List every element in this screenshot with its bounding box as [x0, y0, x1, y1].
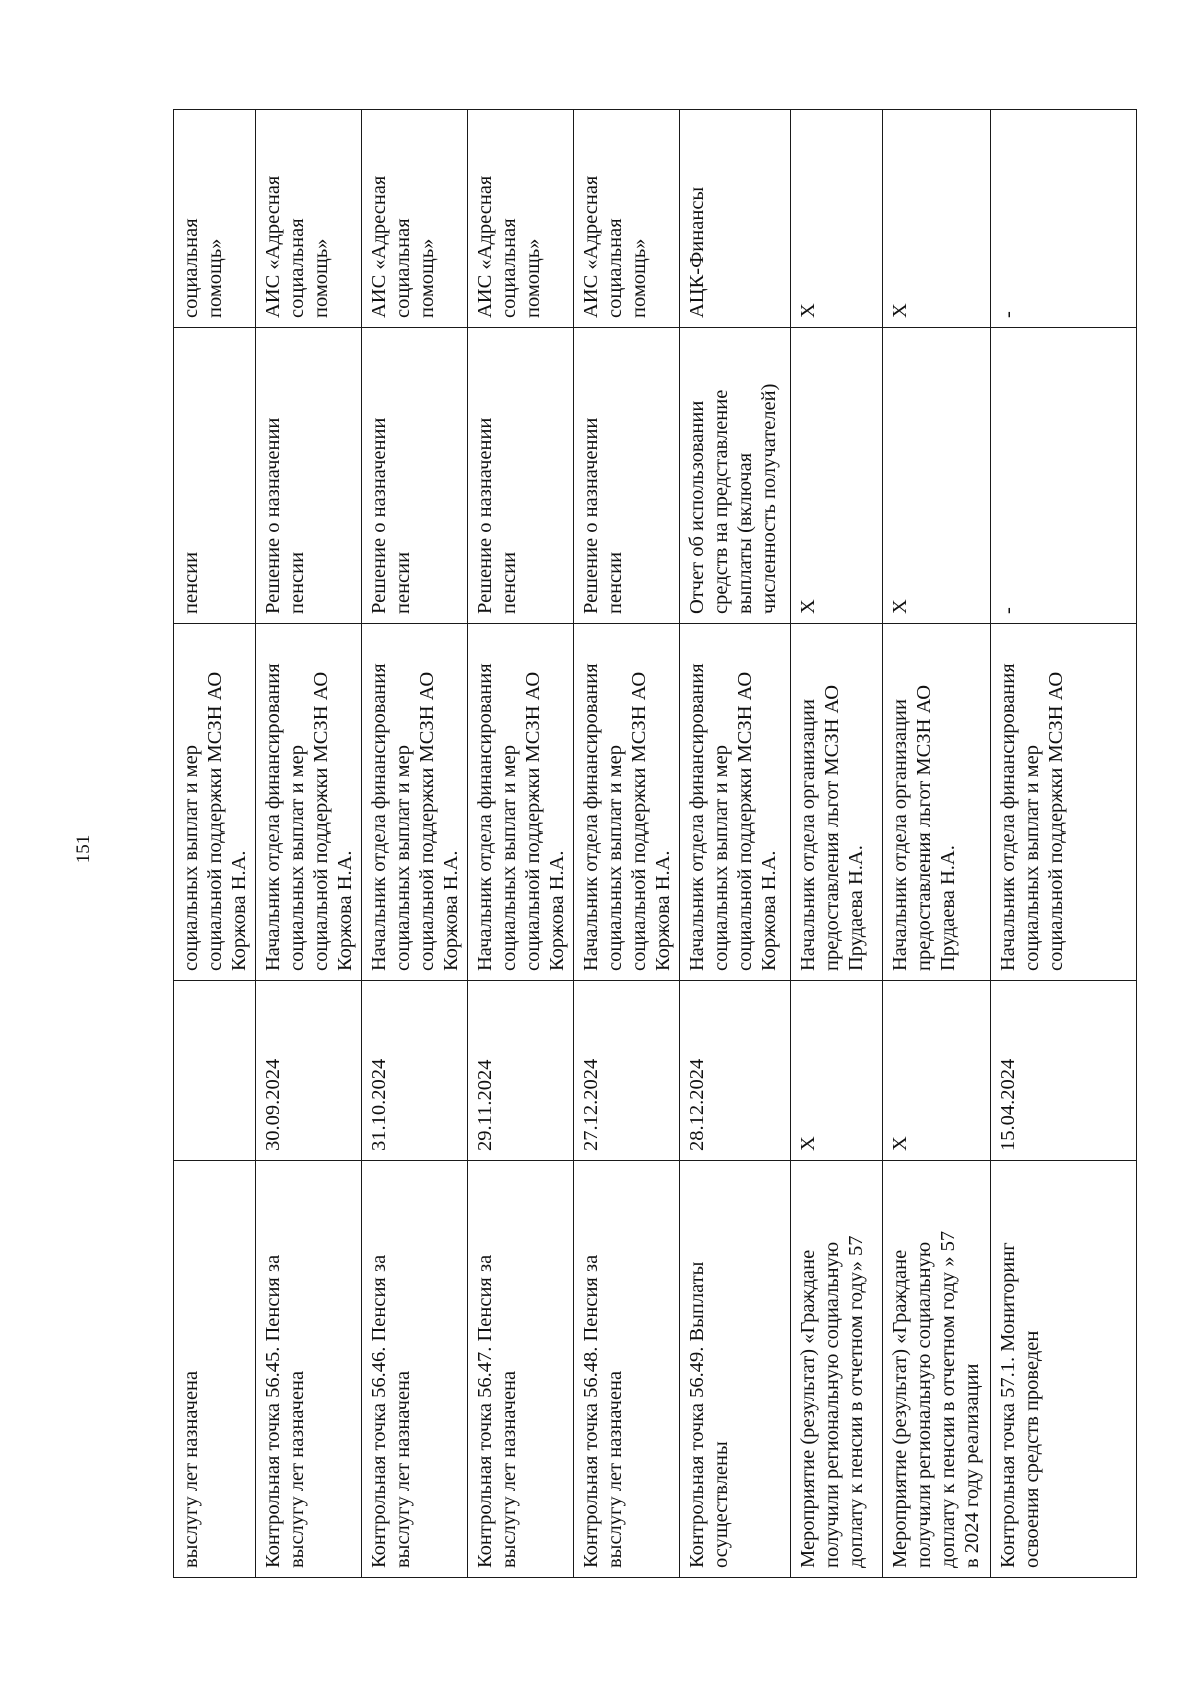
cell-document: X: [791, 328, 883, 624]
cell-responsible: Начальник отдела финансирования социальных выплат и мер социальной поддержки МСЗН АО Коржова Н.А.: [256, 624, 362, 981]
cell-system: социальная помощь»: [174, 110, 256, 328]
cell-document: Решение о назначении пенсии: [256, 328, 362, 624]
cell-document: пенсии: [174, 328, 256, 624]
cell-date: X: [791, 981, 883, 1161]
table-row: [574, 110, 680, 1578]
cell-document: X: [883, 328, 991, 624]
cell-responsible: Начальник отдела финансирования социальных выплат и мер социальной поддержки МСЗН АО Коржова Н.А.: [362, 624, 468, 981]
cell-responsible: Начальник отдела финансирования социальных выплат и мер социальной поддержки МСЗН АО Коржова Н.А.: [680, 624, 791, 981]
cell-document: Отчет об использовании средств на представление выплаты (включая численность получателей): [680, 328, 791, 624]
cell-name: Контрольная точка 57.1. Мониторинг освоения средств проведен: [991, 1161, 1137, 1578]
cell-system: АЦК-Финансы: [680, 110, 791, 328]
schedule-table: [173, 109, 1137, 1578]
table-row: [468, 110, 574, 1578]
cell-date: 15.04.2024: [991, 981, 1137, 1161]
cell-system: X: [791, 110, 883, 328]
cell-responsible: Начальник отдела организации предоставления льгот МСЗН АО Прудаева Н.А.: [883, 624, 991, 981]
table-row: [791, 110, 883, 1578]
cell-document: Решение о назначении пенсии: [574, 328, 680, 624]
cell-name: Контрольная точка 56.47. Пенсия за выслугу лет назначена: [468, 1161, 574, 1578]
cell-date: 27.12.2024: [574, 981, 680, 1161]
cell-responsible: Начальник отдела организации предоставления льгот МСЗН АО Прудаева Н.А.: [791, 624, 883, 981]
cell-system: X: [883, 110, 991, 328]
cell-date: 31.10.2024: [362, 981, 468, 1161]
cell-name: выслугу лет назначена: [174, 1161, 256, 1578]
cell-responsible: Начальник отдела финансирования социальных выплат и мер социальной поддержки МСЗН АО Коржова Н.А.: [574, 624, 680, 981]
cell-document: Решение о назначении пенсии: [468, 328, 574, 624]
cell-system: АИС «Адресная социальная помощь»: [362, 110, 468, 328]
table-row: [174, 110, 256, 1578]
cell-system: АИС «Адресная социальная помощь»: [574, 110, 680, 328]
cell-date: 29.11.2024: [468, 981, 574, 1161]
cell-system: АИС «Адресная социальная помощь»: [256, 110, 362, 328]
table-row: [362, 110, 468, 1578]
cell-name: Мероприятие (результат) «Граждане получили региональную социальную доплату к пенсии в отчетном году » 57 в 2024 году реализации: [883, 1161, 991, 1578]
cell-date: [174, 981, 256, 1161]
rotated-table-container: [173, 110, 1130, 1578]
cell-document: -: [991, 328, 1137, 624]
table-row: [991, 110, 1137, 1578]
page-number: 151: [73, 834, 94, 864]
cell-system: -: [991, 110, 1137, 328]
cell-date: 30.09.2024: [256, 981, 362, 1161]
cell-name: Контрольная точка 56.46. Пенсия за выслугу лет назначена: [362, 1161, 468, 1578]
cell-responsible: Начальник отдела финансирования социальных выплат и мер социальной поддержки МСЗН АО: [991, 624, 1137, 981]
cell-system: АИС «Адресная социальная помощь»: [468, 110, 574, 328]
cell-responsible: социальных выплат и мер социальной поддержки МСЗН АО Коржова Н.А.: [174, 624, 256, 981]
cell-name: Контрольная точка 56.48. Пенсия за выслугу лет назначена: [574, 1161, 680, 1578]
cell-date: X: [883, 981, 991, 1161]
table-row: [256, 110, 362, 1578]
table-row: [883, 110, 991, 1578]
cell-name: Контрольная точка 56.45. Пенсия за выслугу лет назначена: [256, 1161, 362, 1578]
table-row: [680, 110, 791, 1578]
cell-name: Мероприятие (результат) «Граждане получили региональную социальную доплату к пенсии в отчетном году» 57: [791, 1161, 883, 1578]
cell-name: Контрольная точка 56.49. Выплаты осуществлены: [680, 1161, 791, 1578]
cell-document: Решение о назначении пенсии: [362, 328, 468, 624]
cell-date: 28.12.2024: [680, 981, 791, 1161]
cell-responsible: Начальник отдела финансирования социальных выплат и мер социальной поддержки МСЗН АО Коржова Н.А.: [468, 624, 574, 981]
